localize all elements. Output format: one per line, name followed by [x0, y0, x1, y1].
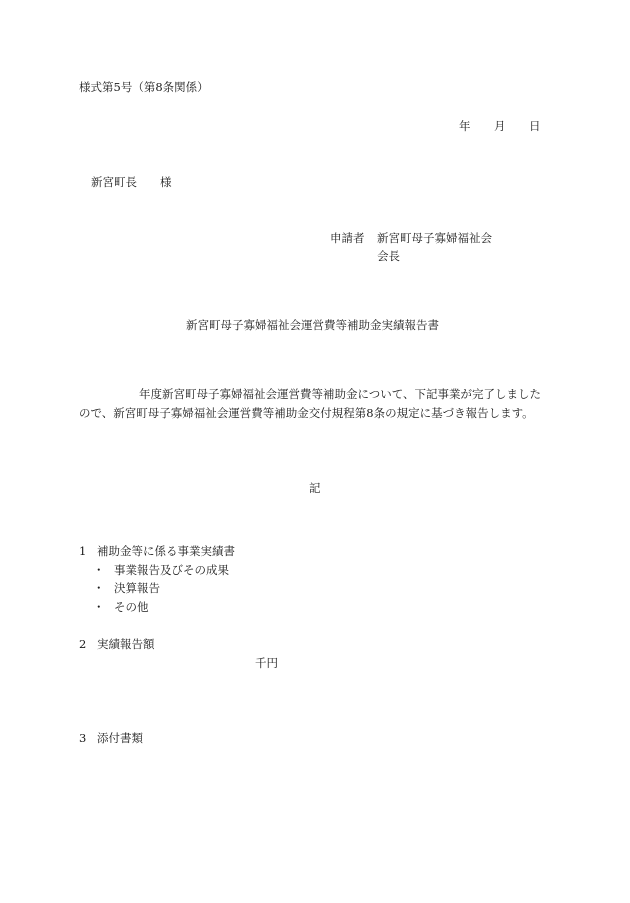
form-number: 様式第5号（第8条関係） — [79, 80, 209, 94]
ki-heading: 記 — [309, 481, 321, 495]
amount-unit: 千円 — [255, 656, 278, 670]
bullet-mark: ・ — [93, 600, 105, 614]
applicant-label: 申請者 — [330, 231, 365, 245]
body-line-2: ので、新宮町母子寡婦福祉会運営費等補助金交付規程第8条の規定に基づき報告します。 — [79, 406, 534, 420]
body-line-1: 年度新宮町母子寡婦福祉会運営費等補助金について、下記事業が完了しました — [139, 387, 542, 401]
addressee-name: 新宮町長 — [91, 175, 137, 189]
item-2-number: 2 — [79, 637, 87, 651]
document-title: 新宮町母子寡婦福祉会運営費等補助金実績報告書 — [186, 318, 439, 332]
item-3-number: 3 — [79, 731, 87, 745]
bullet-text: 決算報告 — [114, 581, 160, 595]
date-day-label: 日 — [529, 119, 541, 133]
bullet-mark: ・ — [93, 581, 105, 595]
item-1-number: 1 — [79, 544, 87, 558]
item-1-heading: 補助金等に係る事業実績書 — [97, 544, 235, 558]
addressee-honorific: 様 — [160, 175, 172, 189]
bullet-mark: ・ — [93, 563, 105, 577]
date-year-label: 年 — [459, 119, 471, 133]
item-2-heading: 実績報告額 — [97, 637, 155, 651]
applicant-position: 会長 — [377, 249, 400, 263]
item-3-heading: 添付書類 — [97, 731, 143, 745]
applicant-organization: 新宮町母子寡婦福祉会 — [377, 231, 492, 245]
date-month-label: 月 — [494, 119, 506, 133]
bullet-text: 事業報告及びその成果 — [114, 563, 229, 577]
bullet-text: その他 — [114, 600, 149, 614]
